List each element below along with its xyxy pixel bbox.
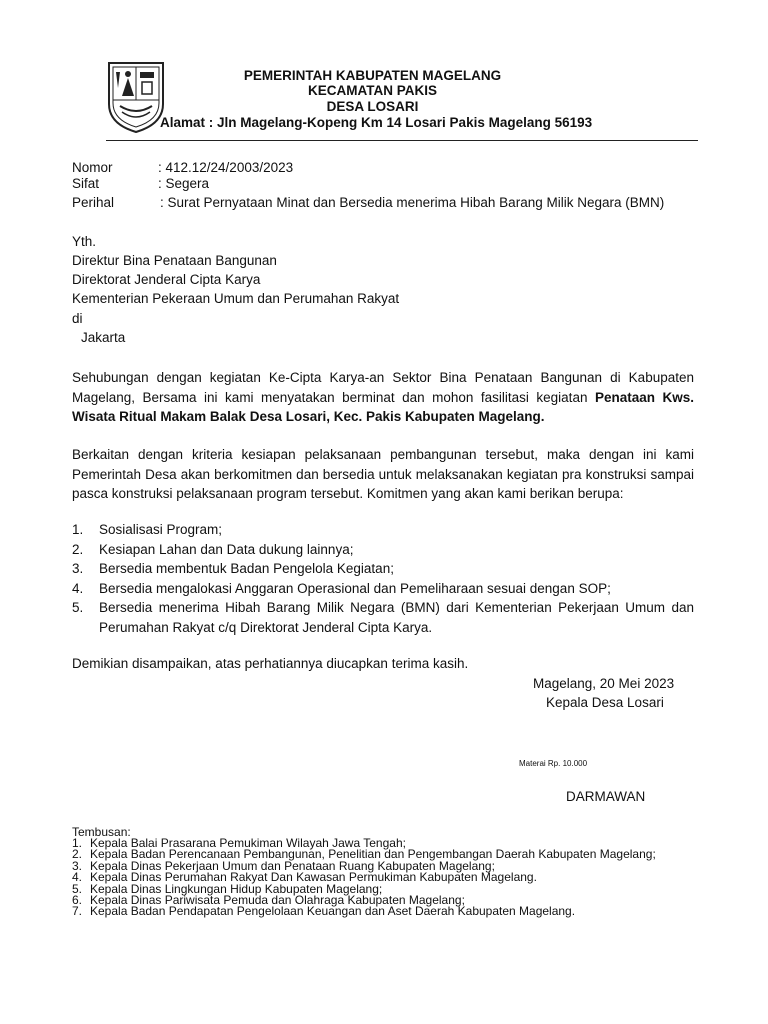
letterhead-government: PEMERINTAH KABUPATEN MAGELANG <box>243 68 502 83</box>
cc-text: Kepala Dinas Perumahan Rakyat Dan Kawasan Permukiman Kabupaten Magelang. <box>90 870 537 885</box>
closing-sentence: Demikian disampaikan, atas perhatiannya diucapkan terima kasih. <box>72 656 469 671</box>
paragraph-intro <box>72 368 694 427</box>
cc-number: 3. <box>72 858 83 873</box>
commitment-list <box>72 520 694 638</box>
commitment-number: 5. <box>72 600 84 616</box>
cc-text: Kepala Dinas Pariwisata Pemuda dan Olahraga Kabupaten Magelang; <box>90 893 465 908</box>
commitment-text: Bersedia mengalokasi Anggaran Operasional dan Pemeliharaan sesuai dengan SOP; <box>99 580 611 596</box>
commitment-number: 1. <box>72 522 84 537</box>
commitment-number: 4. <box>72 580 84 596</box>
recipient-line-3: Kementerian Pekeraan Umum dan Perumahan Rakyat <box>72 291 400 306</box>
perihal-value: : Surat Pernyataan Minat dan Bersedia menerima Hibah Barang Milik Negara (BMN) <box>160 195 665 210</box>
stamp-duty-note: Materai Rp. 10.000 <box>519 759 588 768</box>
signature-title: Kepala Desa Losari <box>546 695 664 710</box>
cc-number: 6. <box>72 893 83 908</box>
commitment-text: Bersedia menerima Hibah Barang Milik Negara (BMN) dari Kementerian Pekerjaan Umum dan Perumahan Rakyat c/q Direktorat Jenderal Cipta Karya. <box>99 600 694 635</box>
letterhead-divider <box>106 140 698 141</box>
signature-place-date: Magelang, 20 Mei 2023 <box>533 676 675 691</box>
commitment-text: Kesiapan Lahan dan Data dukung lainnya; <box>99 541 354 557</box>
commitment-number: 2. <box>72 541 84 557</box>
cc-item <box>72 906 694 917</box>
cc-number: 1. <box>72 836 83 850</box>
cc-list <box>72 838 694 918</box>
commitment-number: 3. <box>72 561 84 577</box>
letterhead-address: Alamat : Jln Magelang-Kopeng Km 14 Losari Pakis Magelang 56193 <box>160 115 593 130</box>
letterhead-district: KECAMATAN PAKIS <box>308 83 437 98</box>
paragraph-intro-activity: Penataan Kws. Wisata Ritual Makam Balak Desa Losari, Kec. Pakis Kabupaten Magelang. <box>72 389 694 424</box>
commitment-item <box>72 579 694 599</box>
nomor-label: Nomor <box>72 160 113 175</box>
nomor-value: : 412.12/24/2003/2023 <box>158 160 294 175</box>
regency-emblem-icon <box>106 60 166 134</box>
paragraph-intro-text: Sehubungan dengan kegiatan Ke-Cipta Karya-an Sektor Bina Penataan Bangunan di Kabupaten Magelang, Bersama ini kami menyatakan berminat dan mohon fasilitasi kegiatan <box>72 370 694 405</box>
recipient-line-1: Direktur Bina Penataan Bangunan <box>72 253 277 268</box>
cc-text: Kepala Balai Prasarana Pemukiman Wilayah Jawa Tengah; <box>90 836 406 850</box>
commitment-item <box>72 540 694 560</box>
letterhead-village: DESA LOSARI <box>326 99 419 114</box>
cc-text: Kepala Badan Perencanaan Pembangunan, Penelitian dan Pengembangan Daerah Kabupaten Magelang; <box>90 847 656 862</box>
commitment-text: Bersedia membentuk Badan Pengelola Kegiatan; <box>99 561 394 577</box>
cc-number: 4. <box>72 870 83 885</box>
commitment-text: Sosialisasi Program; <box>99 522 223 537</box>
cc-text: Kepala Dinas Pekerjaan Umum dan Penataan Ruang Kabupaten Magelang; <box>90 858 495 873</box>
cc-number: 5. <box>72 881 83 896</box>
commitment-item <box>72 559 694 579</box>
cc-label: Tembusan: <box>72 825 131 839</box>
perihal-label: Perihal <box>72 195 115 210</box>
recipient-greeting: Yth. <box>72 234 97 249</box>
sifat-value: : Segera <box>158 176 210 191</box>
recipient-di: di <box>72 311 83 326</box>
commitment-item <box>72 520 694 540</box>
cc-number: 2. <box>72 847 83 862</box>
sifat-label: Sifat <box>72 176 100 191</box>
signatory-name: DARMAWAN <box>566 789 646 804</box>
commitment-item <box>72 598 694 637</box>
cc-number: 7. <box>72 904 83 919</box>
recipient-city: Jakarta <box>81 330 126 345</box>
recipient-line-2: Direktorat Jenderal Cipta Karya <box>72 272 261 287</box>
cc-text: Kepala Badan Pendapatan Pengelolaan Keuangan dan Aset Daerah Kabupaten Magelang. <box>90 904 576 919</box>
paragraph-commitment: Berkaitan dengan kriteria kesiapan pelaksanaan pembangunan tersebut, maka dengan ini kami Pemerintah Desa akan berkomitmen dan bersedia untuk melaksanakan kegiatan pra konstruksi sampai pasca konstruksi pelaksanaan program tersebut. Komitmen yang akan kami berikan berupa: <box>72 447 694 501</box>
cc-text: Kepala Dinas Lingkungan Hidup Kabupaten Magelang; <box>90 881 383 896</box>
